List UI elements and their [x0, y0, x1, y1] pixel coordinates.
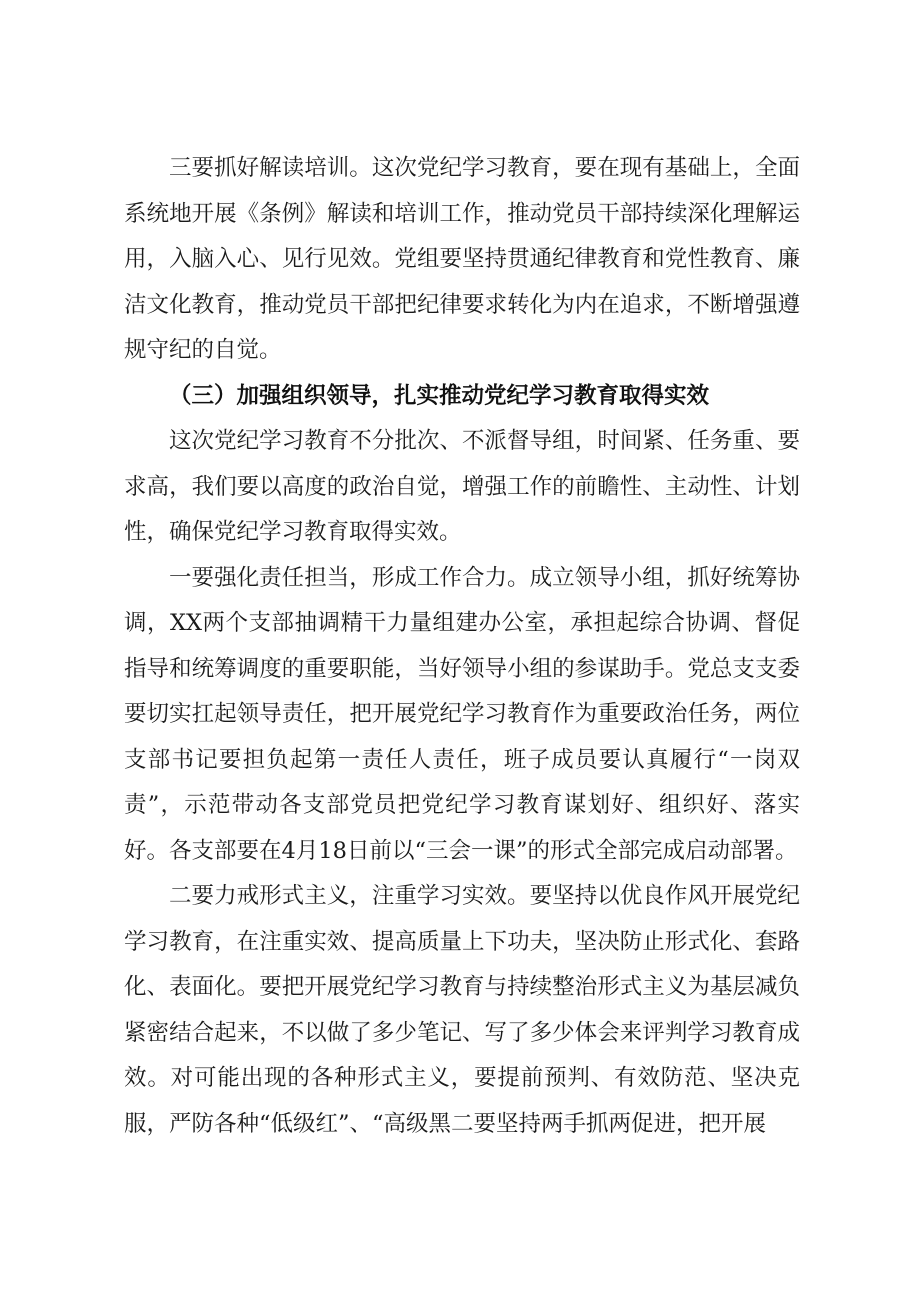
paragraph-intro: 这次党纪学习教育不分批次、不派督导组，时间紧、任务重、要求高，我们要以高度的政治自觉，增强工作的前瞻性、主动性、计划性，确保党纪学习教育取得实效。	[124, 428, 800, 545]
section-heading-3: （三）加强组织领导，扎实推动党纪学习教育取得实效	[169, 382, 710, 409]
document-body	[124, 146, 800, 1147]
paragraph-training: 三要抓好解读培训。这次党纪学习教育，要在现有基础上，全面系统地开展《条例》解读和培训工作，推动党员干部持续深化理解运用，入脑入心、见行见效。党组要坚持贯通纪律教育和党性教育、廉洁文化教育，推动党员干部把纪律要求转化为内在追求，不断增强遵规守纪的自觉。	[124, 155, 800, 363]
paragraph-formalism: 二要力戒形式主义，注重学习实效。要坚持以优良作风开展党纪学习教育，在注重实效、提高质量上下功夫，坚决防止形式化、套路化、表面化。要把开展党纪学习教育与持续整治形式主义为基层减负紧密结合起来，不以做了多少笔记、写了多少体会来评判学习教育成效。对可能出现的各种形式主义，要提前预判、有效防范、坚决克服，严防各种“低级红”、“高级黑二要坚持两手抓两促进，把开展	[124, 883, 800, 1137]
paragraph-responsibility: 一要强化责任担当，形成工作合力。成立领导小组，抓好统筹协调，XX两个支部抽调精干力量组建办公室，承担起综合协调、督促指导和统筹调度的重要职能，当好领导小组的参谋助手。党总支支委要切实扛起领导责任，把开展党纪学习教育作为重要政治任务，两位支部书记要担负起第一责任人责任，班子成员要认真履行“一岗双责”，示范带动各支部党员把党纪学习教育谋划好、组织好、落实好。各支部要在4月18日前以“三会一课”的形式全部完成启动部署。	[124, 564, 800, 864]
